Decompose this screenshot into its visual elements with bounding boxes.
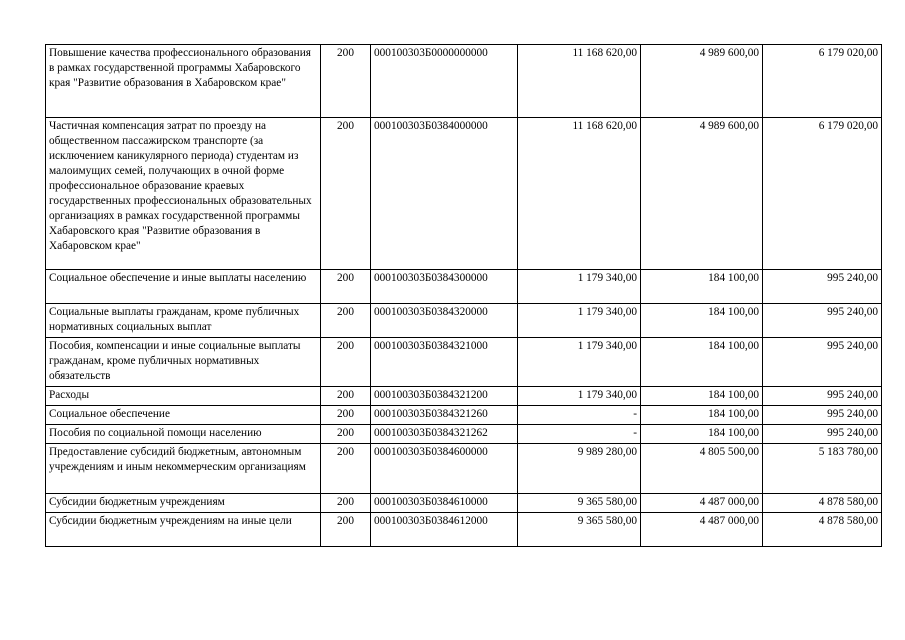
row-approved-cell: 9 989 280,00 [518,444,641,494]
row-name-cell: Субсидии бюджетным учреждениям [46,494,321,513]
row-code-cell: 200 [321,494,371,513]
row-name-cell: Социальное обеспечение [46,406,321,425]
table-row [46,406,882,425]
row-classification-cell: 000100303Б0384320000 [371,304,518,338]
row-name-cell: Повышение качества профессионального образования в рамках государственной программы Хабаровского края "Развитие образования в Хабаровском крае" [46,45,321,118]
row-classification-cell: 000100303Б0384300000 [371,270,518,304]
row-code-cell: 200 [321,338,371,387]
row-name-cell: Социальные выплаты гражданам, кроме публичных нормативных социальных выплат [46,304,321,338]
budget-table [45,44,882,547]
row-unexecuted-cell: 5 183 780,00 [763,444,882,494]
row-unexecuted-cell: 995 240,00 [763,425,882,444]
row-unexecuted-cell: 6 179 020,00 [763,118,882,270]
row-approved-cell: 11 168 620,00 [518,118,641,270]
row-unexecuted-cell: 995 240,00 [763,387,882,406]
row-code-cell: 200 [321,406,371,425]
row-unexecuted-cell: 995 240,00 [763,304,882,338]
row-name-cell: Расходы [46,387,321,406]
row-name-cell: Социальное обеспечение и иные выплаты населению [46,270,321,304]
table-row [46,444,882,494]
row-executed-cell: 184 100,00 [641,338,763,387]
row-classification-cell: 000100303Б0384612000 [371,513,518,547]
row-code-cell: 200 [321,513,371,547]
table-row [46,45,882,118]
row-classification-cell: 000100303Б0384000000 [371,118,518,270]
row-classification-cell: 000100303Б0384600000 [371,444,518,494]
table-row [46,304,882,338]
row-unexecuted-cell: 4 878 580,00 [763,513,882,547]
row-approved-cell: 1 179 340,00 [518,270,641,304]
row-approved-cell: - [518,425,641,444]
row-executed-cell: 184 100,00 [641,304,763,338]
table-row [46,494,882,513]
row-approved-cell: 1 179 340,00 [518,304,641,338]
row-executed-cell: 184 100,00 [641,425,763,444]
row-name-cell: Предоставление субсидий бюджетным, автономным учреждениям и иным некоммерческим организациям [46,444,321,494]
row-name-cell: Субсидии бюджетным учреждениям на иные цели [46,513,321,547]
table-row [46,338,882,387]
row-executed-cell: 4 487 000,00 [641,513,763,547]
row-unexecuted-cell: 4 878 580,00 [763,494,882,513]
row-unexecuted-cell: 995 240,00 [763,338,882,387]
row-classification-cell: 000100303Б0384321260 [371,406,518,425]
row-executed-cell: 4 487 000,00 [641,494,763,513]
row-classification-cell: 000100303Б0384321200 [371,387,518,406]
row-executed-cell: 4 805 500,00 [641,444,763,494]
row-code-cell: 200 [321,387,371,406]
row-code-cell: 200 [321,304,371,338]
row-approved-cell: 11 168 620,00 [518,45,641,118]
row-executed-cell: 184 100,00 [641,270,763,304]
row-code-cell: 200 [321,118,371,270]
table-row [46,270,882,304]
row-executed-cell: 184 100,00 [641,406,763,425]
table-row [46,118,882,270]
row-executed-cell: 4 989 600,00 [641,118,763,270]
table-row [46,387,882,406]
row-approved-cell: 1 179 340,00 [518,338,641,387]
row-classification-cell: 000100303Б0384610000 [371,494,518,513]
row-approved-cell: 9 365 580,00 [518,494,641,513]
row-code-cell: 200 [321,444,371,494]
row-approved-cell: - [518,406,641,425]
row-name-cell: Частичная компенсация затрат по проезду на общественном пассажирском транспорте (за исключением каникулярного периода) студентам из малоимущих семей, получающих в очной форме профессиональное образование краевых государственных профессиональных образовательных организациях в рамках государственной программы Хабаровского края "Развитие образования в Хабаровском крае" [46,118,321,270]
row-code-cell: 200 [321,270,371,304]
row-classification-cell: 000100303Б0000000000 [371,45,518,118]
row-name-cell: Пособия по социальной помощи населению [46,425,321,444]
row-code-cell: 200 [321,45,371,118]
row-name-cell: Пособия, компенсации и иные социальные выплаты гражданам, кроме публичных нормативных обязательств [46,338,321,387]
row-unexecuted-cell: 6 179 020,00 [763,45,882,118]
row-unexecuted-cell: 995 240,00 [763,406,882,425]
table-row [46,513,882,547]
row-classification-cell: 000100303Б0384321262 [371,425,518,444]
row-classification-cell: 000100303Б0384321000 [371,338,518,387]
row-code-cell: 200 [321,425,371,444]
row-executed-cell: 4 989 600,00 [641,45,763,118]
row-approved-cell: 9 365 580,00 [518,513,641,547]
row-unexecuted-cell: 995 240,00 [763,270,882,304]
row-approved-cell: 1 179 340,00 [518,387,641,406]
table-row [46,425,882,444]
row-executed-cell: 184 100,00 [641,387,763,406]
